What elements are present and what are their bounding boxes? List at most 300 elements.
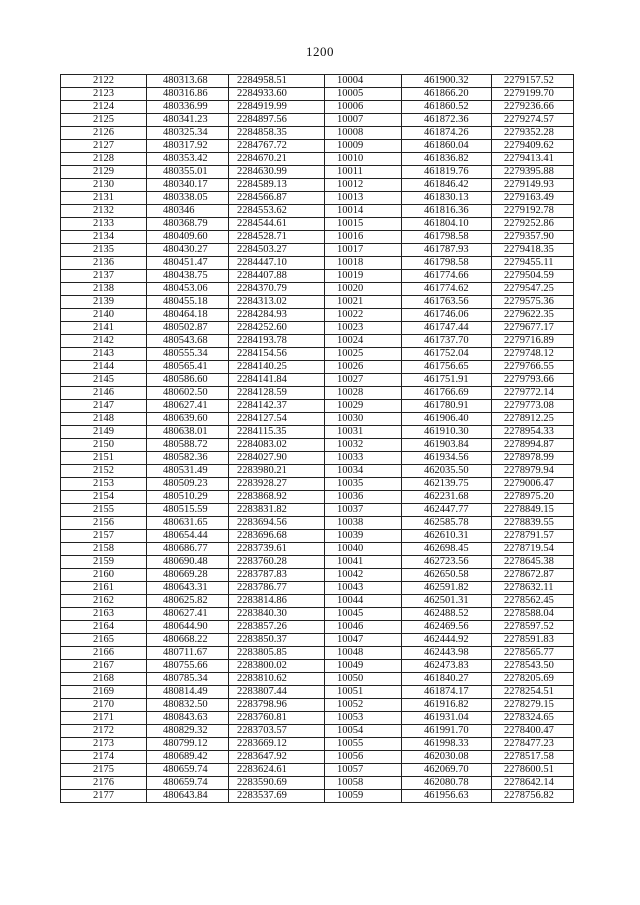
table-cell: 480654.44 [147,530,229,543]
table-cell: 2283980.21 [229,465,325,478]
table-cell: 10044 [325,595,402,608]
table-row [61,231,574,244]
table-cell: 10038 [325,517,402,530]
table-cell: 2283868.92 [229,491,325,504]
table-cell: 480438.75 [147,270,229,283]
table-cell: 2278254.51 [492,686,574,699]
table-cell: 2283696.68 [229,530,325,543]
table-cell: 10024 [325,335,402,348]
table-cell: 2283814.86 [229,595,325,608]
table-cell: 2279236.66 [492,101,574,114]
table-row [61,673,574,686]
table-row [61,465,574,478]
table-cell: 480502.87 [147,322,229,335]
table-cell: 2279199.70 [492,88,574,101]
table-cell: 10036 [325,491,402,504]
table-cell: 2135 [61,244,147,257]
table-cell: 2122 [61,75,147,88]
table-cell: 2140 [61,309,147,322]
table-cell: 2283669.12 [229,738,325,751]
table-cell: 480341.23 [147,114,229,127]
table-cell: 462444.92 [402,634,492,647]
table-cell: 461860.04 [402,140,492,153]
table-row [61,400,574,413]
table-cell: 2127 [61,140,147,153]
table-row [61,634,574,647]
table-cell: 480631.65 [147,517,229,530]
table-row [61,530,574,543]
table-cell: 2144 [61,361,147,374]
table-cell: 462469.56 [402,621,492,634]
table-cell: 2154 [61,491,147,504]
table-cell: 2132 [61,205,147,218]
table-cell: 2279773.08 [492,400,574,413]
table-cell: 2279252.86 [492,218,574,231]
table-cell: 2278645.38 [492,556,574,569]
table-cell: 2284313.02 [229,296,325,309]
table-cell: 2284566.87 [229,192,325,205]
table-cell: 461746.06 [402,309,492,322]
table-cell: 2141 [61,322,147,335]
table-cell: 2148 [61,413,147,426]
table-cell: 2278279.15 [492,699,574,712]
table-cell: 2278978.99 [492,452,574,465]
coordinate-table-body [61,75,574,803]
coordinate-table [60,74,574,803]
table-cell: 2279793.66 [492,374,574,387]
table-cell: 461874.17 [402,686,492,699]
table-cell: 2279677.17 [492,322,574,335]
table-cell: 480643.31 [147,582,229,595]
table-cell: 461998.33 [402,738,492,751]
table-cell: 2278642.14 [492,777,574,790]
table-cell: 2143 [61,348,147,361]
table-cell: 461774.66 [402,270,492,283]
table-cell: 480627.41 [147,608,229,621]
table-cell: 480588.72 [147,439,229,452]
table-cell: 2278400.47 [492,725,574,738]
table-cell: 2168 [61,673,147,686]
table-cell: 2278591.83 [492,634,574,647]
table-cell: 2279766.55 [492,361,574,374]
table-cell: 2283786.77 [229,582,325,595]
table-cell: 480668.22 [147,634,229,647]
table-cell: 10034 [325,465,402,478]
table-cell: 2278205.69 [492,673,574,686]
table-row [61,88,574,101]
table-cell: 462585.78 [402,517,492,530]
table-cell: 461774.62 [402,283,492,296]
table-cell: 2153 [61,478,147,491]
table-cell: 2284767.72 [229,140,325,153]
table-cell: 462473.83 [402,660,492,673]
table-cell: 10037 [325,504,402,517]
table-cell: 2278839.55 [492,517,574,530]
table-cell: 10039 [325,530,402,543]
table-cell: 10052 [325,699,402,712]
table-cell: 480755.66 [147,660,229,673]
table-cell: 2284958.51 [229,75,325,88]
table-cell: 461956.63 [402,790,492,803]
table-cell: 480368.79 [147,218,229,231]
table-cell: 2279274.57 [492,114,574,127]
table-cell: 480555.34 [147,348,229,361]
table-row [61,127,574,140]
table-cell: 2278543.50 [492,660,574,673]
table-cell: 461872.36 [402,114,492,127]
table-row [61,608,574,621]
table-cell: 2173 [61,738,147,751]
table-cell: 2172 [61,725,147,738]
table-row [61,595,574,608]
table-cell: 480325.34 [147,127,229,140]
table-cell: 2175 [61,764,147,777]
table-cell: 461836.82 [402,153,492,166]
table-cell: 462443.98 [402,647,492,660]
table-cell: 2283760.28 [229,556,325,569]
table-cell: 10026 [325,361,402,374]
table-cell: 480843.63 [147,712,229,725]
table-row [61,257,574,270]
table-cell: 480355.01 [147,166,229,179]
table-row [61,439,574,452]
table-cell: 2283537.69 [229,790,325,803]
table-row [61,413,574,426]
table-row [61,270,574,283]
table-cell: 2278324.65 [492,712,574,725]
table-row [61,543,574,556]
table-cell: 480690.48 [147,556,229,569]
table-cell: 10005 [325,88,402,101]
table-cell: 2169 [61,686,147,699]
table-cell: 480316.86 [147,88,229,101]
table-row [61,582,574,595]
table-cell: 2278597.52 [492,621,574,634]
table-cell: 2283787.83 [229,569,325,582]
table-cell: 461874.26 [402,127,492,140]
table-cell: 2284140.25 [229,361,325,374]
table-cell: 2284193.78 [229,335,325,348]
table-cell: 462035.50 [402,465,492,478]
table-cell: 2146 [61,387,147,400]
table-cell: 461780.91 [402,400,492,413]
table-row [61,699,574,712]
table-row [61,374,574,387]
table-cell: 10042 [325,569,402,582]
table-cell: 10014 [325,205,402,218]
table-cell: 10053 [325,712,402,725]
table-cell: 10008 [325,127,402,140]
table-cell: 2278912.25 [492,413,574,426]
table-cell: 10020 [325,283,402,296]
table-cell: 461916.82 [402,699,492,712]
table-cell: 10018 [325,257,402,270]
table-cell: 2278954.33 [492,426,574,439]
table-cell: 2284897.56 [229,114,325,127]
table-cell: 462080.78 [402,777,492,790]
table-cell: 2278975.20 [492,491,574,504]
table-cell: 2283928.27 [229,478,325,491]
table-row [61,283,574,296]
table-cell: 10043 [325,582,402,595]
table-cell: 480453.06 [147,283,229,296]
table-cell: 2158 [61,543,147,556]
table-cell: 480625.82 [147,595,229,608]
table-cell: 2283850.37 [229,634,325,647]
table-cell: 2278719.54 [492,543,574,556]
table-cell: 461860.52 [402,101,492,114]
table-cell: 480659.74 [147,764,229,777]
table-cell: 461931.04 [402,712,492,725]
table-cell: 2126 [61,127,147,140]
table-cell: 462488.52 [402,608,492,621]
table-cell: 2279418.35 [492,244,574,257]
table-cell: 2134 [61,231,147,244]
table-cell: 2278849.15 [492,504,574,517]
table-cell: 10022 [325,309,402,322]
table-cell: 2123 [61,88,147,101]
table-cell: 2138 [61,283,147,296]
table-cell: 461763.56 [402,296,492,309]
table-row [61,296,574,309]
table-cell: 2283694.56 [229,517,325,530]
table-cell: 10004 [325,75,402,88]
table-cell: 10007 [325,114,402,127]
table-cell: 2284670.21 [229,153,325,166]
table-cell: 2284544.61 [229,218,325,231]
table-cell: 10032 [325,439,402,452]
table-cell: 2279395.88 [492,166,574,179]
table-cell: 480639.60 [147,413,229,426]
table-cell: 2279748.12 [492,348,574,361]
table-row [61,569,574,582]
table-cell: 480455.18 [147,296,229,309]
table-row [61,777,574,790]
table-cell: 2283831.82 [229,504,325,517]
table-row [61,504,574,517]
table-cell: 462501.31 [402,595,492,608]
table-row [61,244,574,257]
table-cell: 461910.30 [402,426,492,439]
table-cell: 480686.77 [147,543,229,556]
table-cell: 2283798.96 [229,699,325,712]
table-cell: 462591.82 [402,582,492,595]
table-row [61,361,574,374]
table-row [61,764,574,777]
table-row [61,192,574,205]
table-cell: 461737.70 [402,335,492,348]
table-cell: 2166 [61,647,147,660]
table-cell: 10057 [325,764,402,777]
table-cell: 480340.17 [147,179,229,192]
table-row [61,387,574,400]
table-cell: 10056 [325,751,402,764]
table-cell: 461991.70 [402,725,492,738]
table-row [61,621,574,634]
table-cell: 480785.34 [147,673,229,686]
table-cell: 10046 [325,621,402,634]
table-cell: 2176 [61,777,147,790]
table-cell: 10031 [325,426,402,439]
table-cell: 10023 [325,322,402,335]
table-row [61,218,574,231]
table-row [61,309,574,322]
table-cell: 480829.32 [147,725,229,738]
table-cell: 2136 [61,257,147,270]
table-cell: 10010 [325,153,402,166]
table-cell: 480338.05 [147,192,229,205]
table-row [61,335,574,348]
table-cell: 10049 [325,660,402,673]
table-cell: 462698.45 [402,543,492,556]
table-cell: 10048 [325,647,402,660]
table-cell: 10013 [325,192,402,205]
table-cell: 461766.69 [402,387,492,400]
table-cell: 480409.60 [147,231,229,244]
table-cell: 461798.58 [402,231,492,244]
table-cell: 2174 [61,751,147,764]
table-cell: 10045 [325,608,402,621]
table-row [61,166,574,179]
table-cell: 480799.12 [147,738,229,751]
table-cell: 2170 [61,699,147,712]
table-cell: 480430.27 [147,244,229,257]
table-cell: 2278517.58 [492,751,574,764]
table-cell: 461751.91 [402,374,492,387]
table-cell: 2124 [61,101,147,114]
table-cell: 461830.13 [402,192,492,205]
table-cell: 2147 [61,400,147,413]
table-cell: 2284447.10 [229,257,325,270]
table-cell: 461752.04 [402,348,492,361]
table-cell: 2157 [61,530,147,543]
table-cell: 2283800.02 [229,660,325,673]
table-cell: 2284370.79 [229,283,325,296]
table-row [61,114,574,127]
table-cell: 480643.84 [147,790,229,803]
table-cell: 2283760.81 [229,712,325,725]
table-cell: 2125 [61,114,147,127]
table-cell: 462650.58 [402,569,492,582]
table-cell: 462139.75 [402,478,492,491]
table-cell: 462610.31 [402,530,492,543]
table-cell: 2278600.51 [492,764,574,777]
table-row [61,725,574,738]
table-row [61,322,574,335]
table-row [61,790,574,803]
table-cell: 2283590.69 [229,777,325,790]
table-row [61,75,574,88]
table-cell: 10016 [325,231,402,244]
table-cell: 10012 [325,179,402,192]
table-cell: 462069.70 [402,764,492,777]
table-cell: 10041 [325,556,402,569]
table-cell: 480531.49 [147,465,229,478]
table-cell: 480353.42 [147,153,229,166]
page-number: 1200 [306,44,334,59]
table-cell: 10006 [325,101,402,114]
table-cell: 461846.42 [402,179,492,192]
table-cell: 2142 [61,335,147,348]
table-cell: 461804.10 [402,218,492,231]
table-cell: 461819.76 [402,166,492,179]
table-cell: 462231.68 [402,491,492,504]
table-cell: 10035 [325,478,402,491]
table-cell: 10017 [325,244,402,257]
table-cell: 462030.08 [402,751,492,764]
table-cell: 461798.58 [402,257,492,270]
table-cell: 2279192.78 [492,205,574,218]
table-cell: 2139 [61,296,147,309]
table-cell: 2283857.26 [229,621,325,634]
table-cell: 480313.68 [147,75,229,88]
table-cell: 480346 [147,205,229,218]
table-row [61,348,574,361]
table-cell: 10050 [325,673,402,686]
table-cell: 2283647.92 [229,751,325,764]
table-cell: 2278477.23 [492,738,574,751]
table-cell: 2284528.71 [229,231,325,244]
table-row [61,647,574,660]
table-cell: 2133 [61,218,147,231]
table-cell: 2284503.27 [229,244,325,257]
table-row [61,738,574,751]
table-cell: 10009 [325,140,402,153]
table-cell: 2278588.04 [492,608,574,621]
table-cell: 2279504.59 [492,270,574,283]
table-cell: 2279716.89 [492,335,574,348]
table-cell: 2279157.52 [492,75,574,88]
table-cell: 2162 [61,595,147,608]
table-cell: 461787.93 [402,244,492,257]
table-cell: 480659.74 [147,777,229,790]
table-cell: 10047 [325,634,402,647]
table-cell: 461816.36 [402,205,492,218]
table-cell: 462447.77 [402,504,492,517]
table-cell: 480451.47 [147,257,229,270]
table-cell: 461903.84 [402,439,492,452]
table-cell: 2284589.13 [229,179,325,192]
table-cell: 10033 [325,452,402,465]
table-cell: 461934.56 [402,452,492,465]
table-cell: 461756.65 [402,361,492,374]
table-cell: 2279149.93 [492,179,574,192]
table-cell: 2131 [61,192,147,205]
table-cell: 480510.29 [147,491,229,504]
table-cell: 480515.59 [147,504,229,517]
table-cell: 2284933.60 [229,88,325,101]
table-cell: 2283807.44 [229,686,325,699]
table-cell: 2128 [61,153,147,166]
table-cell: 10040 [325,543,402,556]
table-cell: 10054 [325,725,402,738]
table-cell: 2137 [61,270,147,283]
table-cell: 2283840.30 [229,608,325,621]
table-cell: 2284252.60 [229,322,325,335]
table-cell: 2151 [61,452,147,465]
table-cell: 2278632.11 [492,582,574,595]
table-cell: 2152 [61,465,147,478]
table-cell: 2279357.90 [492,231,574,244]
table-cell: 2284141.84 [229,374,325,387]
table-row [61,478,574,491]
table-cell: 2283739.61 [229,543,325,556]
table-cell: 2279772.14 [492,387,574,400]
coordinate-table-container [60,74,573,803]
table-cell: 2159 [61,556,147,569]
table-cell: 480543.68 [147,335,229,348]
table-cell: 2164 [61,621,147,634]
